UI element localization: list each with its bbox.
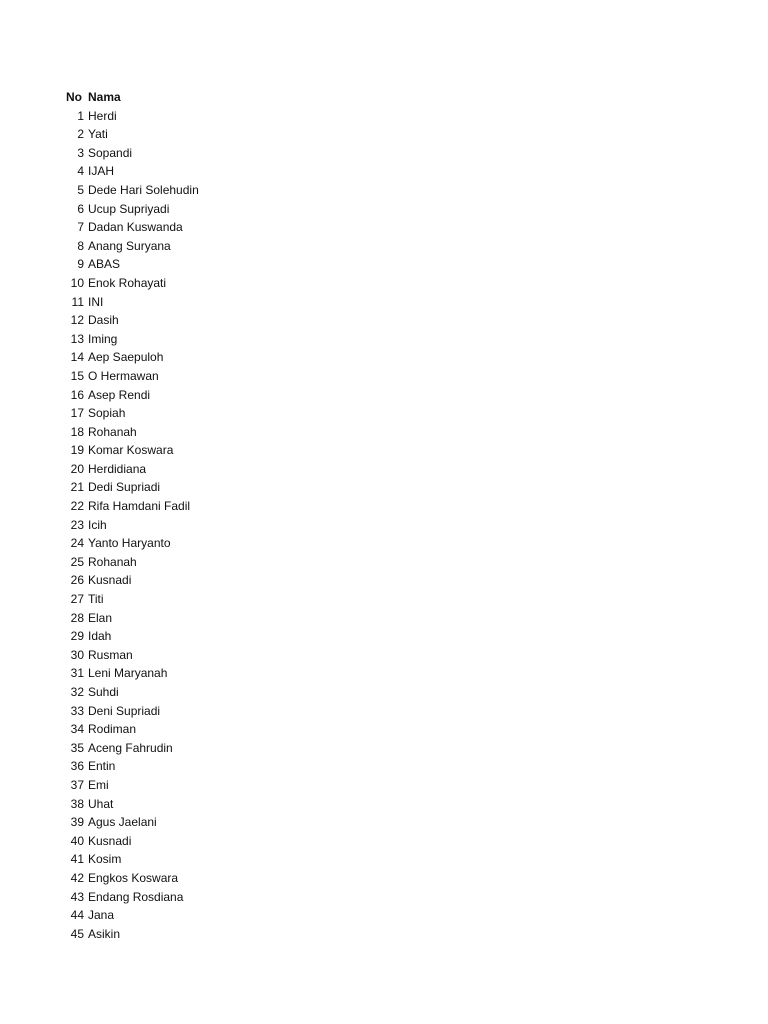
row-number: 44 <box>70 908 84 923</box>
row-number: 17 <box>70 406 84 421</box>
row-name: Anang Suryana <box>88 238 171 253</box>
table-row <box>64 534 199 553</box>
row-number: 39 <box>70 815 84 830</box>
row-name: Sopandi <box>88 145 133 160</box>
row-name: Aep Saepuloh <box>88 350 164 365</box>
row-number: 43 <box>70 889 84 904</box>
row-name: Yanto Haryanto <box>88 536 171 551</box>
row-name: Deni Supriadi <box>88 703 161 718</box>
table-row <box>64 776 199 795</box>
row-number: 7 <box>77 220 84 235</box>
table-row <box>64 218 199 237</box>
row-name: Asep Rendi <box>88 387 151 402</box>
table-row <box>64 162 199 181</box>
row-name: Rohanah <box>88 554 137 569</box>
row-number: 29 <box>70 629 84 644</box>
table-row <box>64 739 199 758</box>
table-row <box>64 646 199 665</box>
row-number: 9 <box>77 257 84 272</box>
row-number: 5 <box>77 182 84 197</box>
row-number: 38 <box>70 796 84 811</box>
table-row <box>64 850 199 869</box>
row-number: 4 <box>77 164 84 179</box>
row-number: 1 <box>77 108 84 123</box>
table-row <box>64 757 199 776</box>
table-row <box>64 125 199 144</box>
row-number: 22 <box>70 499 84 514</box>
row-name: Rohanah <box>88 424 137 439</box>
row-name: Kosim <box>88 852 122 867</box>
table-row <box>64 813 199 832</box>
row-name: Asikin <box>88 926 121 941</box>
table-row <box>64 311 199 330</box>
table-row <box>64 832 199 851</box>
row-name: Titi <box>88 592 104 607</box>
row-number: 32 <box>70 685 84 699</box>
table-row <box>64 404 199 423</box>
table-row <box>64 795 199 814</box>
table-row <box>64 181 199 200</box>
row-number: 26 <box>70 573 84 588</box>
row-number: 25 <box>70 554 84 569</box>
row-number: 36 <box>70 759 84 774</box>
row-name: IJAH <box>88 164 115 179</box>
table-row <box>64 553 199 572</box>
row-name: Enok Rohayati <box>88 275 167 290</box>
row-number: 40 <box>70 833 84 848</box>
row-name: Agus Jaelani <box>88 815 157 830</box>
table-row <box>64 330 199 349</box>
row-name: ABAS <box>88 257 121 272</box>
row-name: Herdidiana <box>88 461 147 476</box>
row-number: 11 <box>71 294 84 309</box>
row-number: 24 <box>70 536 84 551</box>
table-row <box>64 144 199 163</box>
row-name: Endang Rosdiana <box>88 889 184 904</box>
row-name: Jana <box>88 908 115 923</box>
table-row <box>64 237 199 256</box>
row-name: Dadan Kuswanda <box>88 220 183 235</box>
table-row <box>64 460 199 479</box>
table-row <box>64 423 199 442</box>
row-name: Ucup Supriyadi <box>88 201 170 216</box>
table-body <box>64 107 199 944</box>
table-row <box>64 720 199 739</box>
table-row <box>64 888 199 907</box>
row-number: 34 <box>70 722 84 737</box>
row-number: 6 <box>77 201 84 216</box>
row-number: 45 <box>70 926 84 941</box>
header-no: No <box>66 90 82 104</box>
row-name: Yati <box>88 127 108 142</box>
row-name: Herdi <box>88 108 117 123</box>
table-row <box>64 107 199 126</box>
row-name: Suhdi <box>88 685 119 699</box>
table-row <box>64 293 199 312</box>
row-name: INI <box>88 294 104 309</box>
header-name: Nama <box>88 90 121 104</box>
table-row <box>64 516 199 535</box>
table-row <box>64 348 199 367</box>
row-number: 23 <box>70 517 84 532</box>
row-number: 14 <box>70 350 84 365</box>
row-name: Dedi Supriadi <box>88 480 161 495</box>
row-name: Uhat <box>88 796 114 811</box>
row-name: Rodiman <box>88 722 137 737</box>
row-name: Idah <box>88 629 112 644</box>
row-name: Sopiah <box>88 406 126 421</box>
row-name: Kusnadi <box>88 573 132 588</box>
table-row <box>64 702 199 721</box>
row-name: Leni Maryanah <box>88 666 168 681</box>
table-row <box>64 478 199 497</box>
row-number: 13 <box>70 331 84 346</box>
row-number: 19 <box>70 443 84 458</box>
row-number: 2 <box>77 127 84 142</box>
row-name: Aceng Fahrudin <box>88 740 173 755</box>
row-number: 20 <box>70 461 84 476</box>
table-row <box>64 906 199 925</box>
table-row <box>64 274 199 293</box>
row-name: Rusman <box>88 647 133 662</box>
row-name: Komar Koswara <box>88 443 174 458</box>
row-number: 42 <box>70 870 84 885</box>
table-row <box>64 627 199 646</box>
row-name: Dasih <box>88 313 119 328</box>
row-number: 21 <box>70 480 84 495</box>
table-row <box>64 869 199 888</box>
row-name: Elan <box>88 610 113 625</box>
row-number: 31 <box>70 666 84 681</box>
table-row <box>64 441 199 460</box>
row-name: Iming <box>88 331 118 346</box>
name-list-table <box>64 88 199 943</box>
table-row <box>64 255 199 274</box>
row-number: 16 <box>70 387 84 402</box>
row-number: 10 <box>70 275 84 290</box>
row-number: 8 <box>77 238 84 253</box>
table-row <box>64 200 199 219</box>
row-name: Emi <box>88 777 109 792</box>
row-name: Engkos Koswara <box>88 870 179 885</box>
row-number: 3 <box>77 145 84 160</box>
table-row <box>64 497 199 516</box>
table-row <box>64 590 199 609</box>
row-number: 35 <box>70 740 84 755</box>
row-number: 28 <box>70 610 84 625</box>
row-number: 33 <box>70 703 84 718</box>
table-row <box>64 609 199 628</box>
table-row <box>64 571 199 590</box>
row-name: Icih <box>88 517 107 532</box>
row-number: 30 <box>70 647 84 662</box>
row-number: 27 <box>70 592 84 607</box>
row-name: O Hermawan <box>88 368 159 383</box>
table-row <box>64 664 199 683</box>
row-name: Dede Hari Solehudin <box>88 182 199 197</box>
row-name: Rifa Hamdani Fadil <box>88 499 191 514</box>
row-number: 37 <box>70 777 84 792</box>
table-header-row <box>64 88 199 107</box>
table-row <box>64 683 199 702</box>
row-number: 41 <box>70 852 84 867</box>
table-row <box>64 367 199 386</box>
row-name: Entin <box>88 759 116 774</box>
row-number: 15 <box>70 368 84 383</box>
row-number: 18 <box>70 424 84 439</box>
table-row <box>64 386 199 405</box>
row-number: 12 <box>70 313 84 328</box>
row-name: Kusnadi <box>88 833 132 848</box>
table-row <box>64 925 199 944</box>
